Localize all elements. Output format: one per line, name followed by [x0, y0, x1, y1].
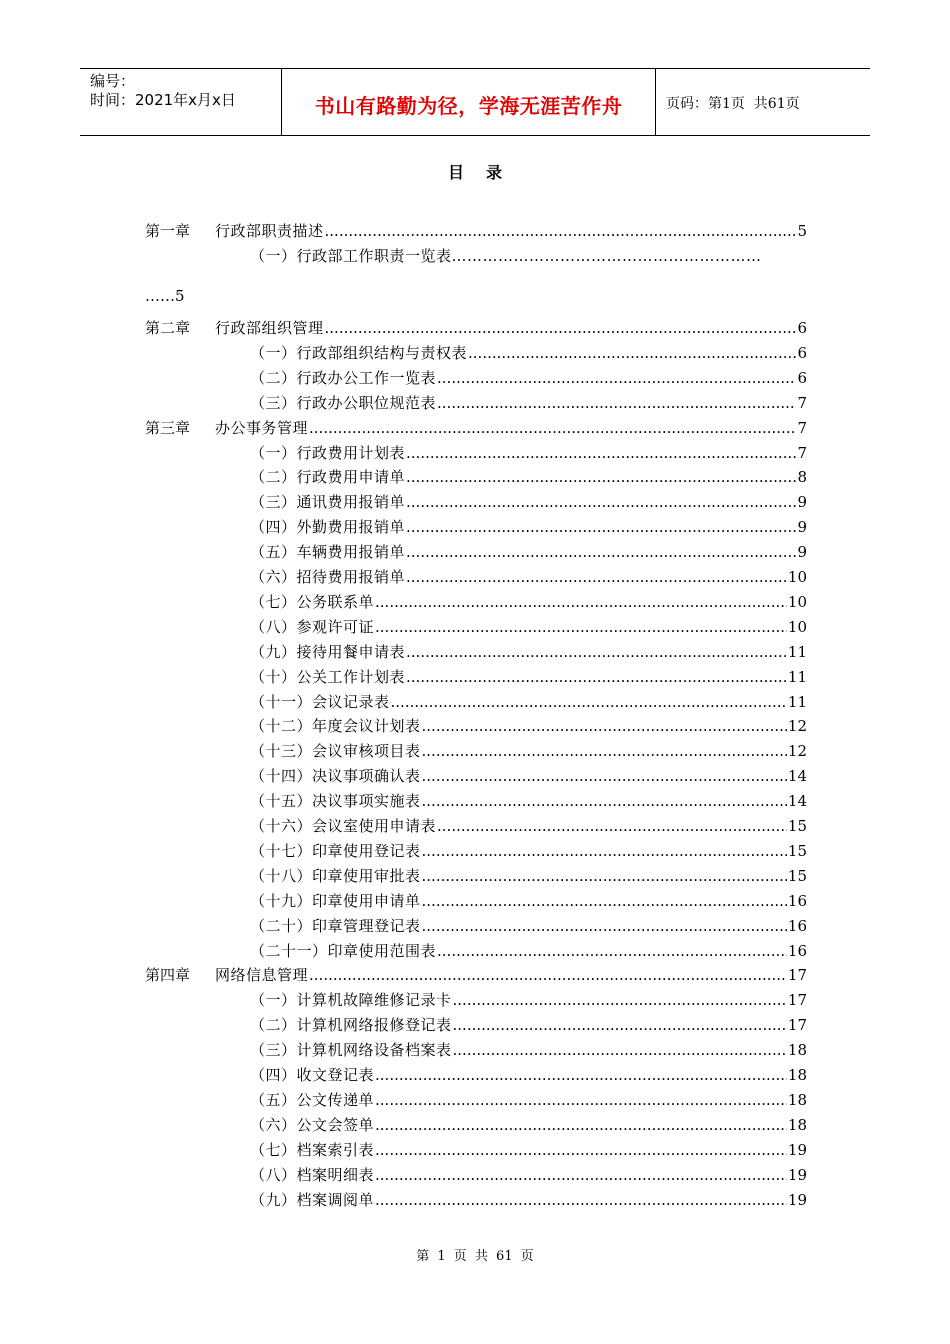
page-header	[80, 68, 870, 136]
toc-entry-page: 19	[787, 1190, 807, 1209]
toc-entry-title: （一）行政部组织结构与责权表	[250, 343, 468, 362]
toc-section[interactable]	[250, 1163, 807, 1187]
leader-dots	[453, 988, 787, 1012]
toc-entry-title: （二）行政办公工作一览表	[250, 368, 437, 387]
document-number-label: 编号：	[90, 72, 136, 90]
toc-entry-title: 网络信息管理	[215, 966, 309, 985]
toc-entry-title: （十一）会议记录表	[250, 692, 390, 711]
toc-entry-page: 12	[787, 717, 807, 736]
toc-section[interactable]	[250, 391, 807, 415]
leader-dots	[375, 615, 787, 639]
leader-dots	[406, 640, 787, 664]
toc-section[interactable]	[250, 665, 807, 689]
leader-dots	[375, 1088, 787, 1112]
toc-section[interactable]	[250, 889, 807, 913]
toc-entry-page: 10	[787, 617, 807, 636]
toc-section[interactable]	[250, 441, 807, 465]
toc-section[interactable]	[250, 1038, 807, 1062]
toc-entry-page: 10	[787, 568, 807, 586]
toc-entry-page: 11	[787, 642, 807, 661]
toc-section[interactable]	[250, 1088, 807, 1112]
leader-dots	[422, 739, 787, 763]
leader-dots	[406, 465, 796, 489]
toc-entry-page: 18	[787, 1090, 807, 1109]
toc-chapter[interactable]	[145, 219, 807, 243]
leader-dots	[375, 1063, 787, 1087]
leader-dots	[375, 1188, 787, 1212]
toc-entry-title: （五）车辆费用报销单	[250, 543, 406, 562]
toc-entry-page: 16	[787, 941, 807, 960]
toc-entry-page: 9	[797, 543, 807, 562]
toc-entry-title: （十九）印章使用申请单	[250, 891, 421, 910]
toc-entry-title: （一）计算机故障维修记录卡	[250, 991, 452, 1010]
toc-entry-title: （九）档案调阅单	[250, 1190, 375, 1209]
toc-section-wrapped[interactable]: （一）行政部工作职责一览表……………………………………………………	[250, 247, 762, 265]
leader-dots	[422, 714, 787, 738]
toc-entry-page: 6	[797, 343, 807, 362]
toc-entry-title: （二）行政费用申请单	[250, 468, 406, 487]
toc-section[interactable]	[250, 1138, 807, 1162]
toc-entry-title: （十四）决议事项确认表	[250, 767, 421, 786]
toc-section[interactable]	[250, 690, 807, 714]
toc-entry-page: 17	[787, 991, 807, 1010]
leader-dots	[375, 1138, 787, 1162]
toc-entry-page: 10	[787, 592, 807, 611]
toc-section[interactable]	[250, 515, 807, 539]
toc-section[interactable]	[250, 739, 807, 763]
toc-entry-title: （五）公文传递单	[250, 1090, 375, 1109]
leader-dots	[406, 665, 787, 689]
toc-entry-title: （十二）年度会议计划表	[250, 717, 421, 736]
document-time: 时间：2021年x月x日	[90, 91, 236, 109]
toc-entry-title: （三）行政办公职位规范表	[250, 393, 437, 412]
toc-section[interactable]	[250, 988, 807, 1012]
leader-dots	[422, 914, 787, 938]
leader-dots	[325, 219, 797, 243]
toc-section[interactable]	[250, 864, 807, 888]
toc-entry-page: 9	[797, 493, 807, 512]
toc-chapter[interactable]	[145, 963, 807, 987]
toc-section[interactable]	[250, 590, 807, 614]
toc-entry-title: （二十一）印章使用范围表	[250, 941, 437, 960]
toc-entry-page: 15	[787, 841, 807, 860]
toc-entry-title: （六）公文会签单	[250, 1115, 375, 1134]
toc-entry-page: 8	[797, 468, 807, 487]
toc-entry-page: 18	[787, 1115, 807, 1134]
toc-entry-page: 17	[787, 1016, 807, 1035]
toc-section[interactable]	[250, 1063, 807, 1087]
toc-entry-page: 12	[787, 742, 807, 761]
toc-entry-page: 14	[787, 792, 807, 811]
toc-entry-page: 14	[787, 767, 807, 786]
toc-entry-page: 15	[787, 817, 807, 835]
toc-entry-title: （十八）印章使用审批表	[250, 866, 421, 885]
leader-dots	[375, 1163, 787, 1187]
toc-entry-page: 5	[797, 222, 807, 240]
toc-section[interactable]	[250, 1113, 807, 1137]
toc-section[interactable]	[250, 341, 807, 365]
leader-dots	[422, 889, 787, 913]
leader-dots	[375, 1113, 787, 1137]
toc-section[interactable]	[250, 1188, 807, 1212]
toc-entry-page: 11	[787, 692, 807, 711]
toc-entry-page: 19	[787, 1140, 807, 1159]
toc-entry-page: 7	[797, 443, 807, 462]
toc-entry-title: （十六）会议室使用申请表	[250, 817, 437, 835]
toc-entry-page: 6	[797, 368, 807, 387]
toc-title-char-1: 目	[447, 163, 464, 182]
toc-section[interactable]	[250, 939, 807, 963]
toc-entry-page: 15	[787, 866, 807, 885]
toc-entry-title: （七）公务联系单	[250, 592, 375, 611]
toc-section[interactable]	[250, 640, 807, 664]
toc-entry-page: 18	[787, 1066, 807, 1084]
toc-section[interactable]	[250, 366, 807, 390]
toc-section[interactable]	[250, 1013, 807, 1037]
toc-section[interactable]	[250, 565, 807, 589]
leader-dots	[406, 441, 796, 465]
toc-section[interactable]	[250, 490, 807, 514]
leader-dots	[453, 1038, 787, 1062]
toc-entry-page: 7	[797, 393, 807, 412]
toc-entry-title: （八）档案明细表	[250, 1165, 375, 1184]
toc-section[interactable]	[250, 814, 807, 838]
leader-dots	[422, 764, 787, 788]
toc-entry-title: （三）通讯费用报销单	[250, 493, 406, 512]
leader-dots	[437, 939, 787, 963]
leader-dots	[468, 341, 796, 365]
toc-entry-page: 11	[787, 667, 807, 686]
leader-dots	[422, 864, 787, 888]
header-motto-cell	[282, 69, 656, 135]
leader-dots	[422, 789, 787, 813]
toc-entry-title: （七）档案索引表	[250, 1140, 375, 1159]
toc-entry-title: （十三）会议审核项目表	[250, 742, 421, 761]
leader-dots	[325, 316, 797, 340]
toc-section[interactable]	[250, 764, 807, 788]
leader-dots	[406, 540, 796, 564]
toc-entry-page: 6	[797, 319, 807, 337]
leader-dots	[406, 565, 787, 589]
page-footer: 第 1 页 共 61 页	[416, 1249, 534, 1264]
toc-entry-title: （九）接待用餐申请表	[250, 642, 406, 661]
leader-dots	[453, 1013, 787, 1037]
chapter-number: 第四章	[145, 966, 191, 985]
toc-entry-page: 18	[787, 1041, 807, 1060]
toc-entry-page: 7	[797, 418, 807, 437]
toc-section[interactable]	[250, 789, 807, 813]
header-page-info: 页码：第1页 共61页	[666, 96, 800, 112]
toc-entry-title: （六）招待费用报销单	[250, 568, 406, 586]
toc-entry-title: 行政部职责描述	[215, 222, 324, 240]
toc-entry-page: 16	[787, 916, 807, 935]
header-page-cell	[656, 69, 870, 135]
header-motto: 书山有路勤为径，学海无涯苦作舟	[314, 93, 623, 118]
toc-entry-page: 19	[787, 1165, 807, 1184]
toc-section-wrapped-cont: ……5	[145, 287, 185, 305]
leader-dots	[437, 366, 796, 390]
leader-dots	[309, 416, 796, 440]
leader-dots	[375, 590, 787, 614]
toc-section[interactable]	[250, 714, 807, 738]
leader-dots	[391, 690, 787, 714]
toc-entry-title: （二）计算机网络报修登记表	[250, 1016, 452, 1035]
toc-entry-page: 16	[787, 891, 807, 910]
toc-title-char-2: 录	[486, 163, 503, 182]
toc-title	[0, 160, 950, 183]
leader-dots	[309, 963, 787, 987]
leader-dots	[437, 391, 796, 415]
chapter-number: 第一章	[145, 222, 191, 240]
toc-section[interactable]	[250, 540, 807, 564]
toc-chapter[interactable]	[145, 316, 807, 340]
chapter-number: 第三章	[145, 418, 191, 437]
toc-entry-title: （二十）印章管理登记表	[250, 916, 421, 935]
toc-entry-title: 行政部组织管理	[215, 319, 324, 337]
header-info	[80, 69, 282, 135]
toc-entry-title: （四）收文登记表	[250, 1066, 375, 1084]
leader-dots	[406, 515, 796, 539]
leader-dots	[406, 490, 796, 514]
toc-entry-title: （十七）印章使用登记表	[250, 841, 421, 860]
toc-entry-title: （四）外勤费用报销单	[250, 518, 406, 537]
toc-entry-title: （十五）决议事项实施表	[250, 792, 421, 811]
toc-entry-title: （十）公关工作计划表	[250, 667, 406, 686]
leader-dots	[422, 839, 787, 863]
toc-entry-page: 17	[787, 966, 807, 985]
toc-entry-title: （八）参观许可证	[250, 617, 375, 636]
toc-entry-title: （一）行政费用计划表	[250, 443, 406, 462]
leader-dots	[437, 814, 787, 838]
toc-section[interactable]	[250, 839, 807, 863]
toc-chapter[interactable]	[145, 416, 807, 440]
toc-section[interactable]	[250, 465, 807, 489]
toc-entry-title: （三）计算机网络设备档案表	[250, 1041, 452, 1060]
toc-section[interactable]	[250, 615, 807, 639]
toc-entry-page: 9	[797, 518, 807, 537]
toc-entry-title: 办公事务管理	[215, 418, 309, 437]
toc-section[interactable]	[250, 914, 807, 938]
chapter-number: 第二章	[145, 319, 191, 337]
